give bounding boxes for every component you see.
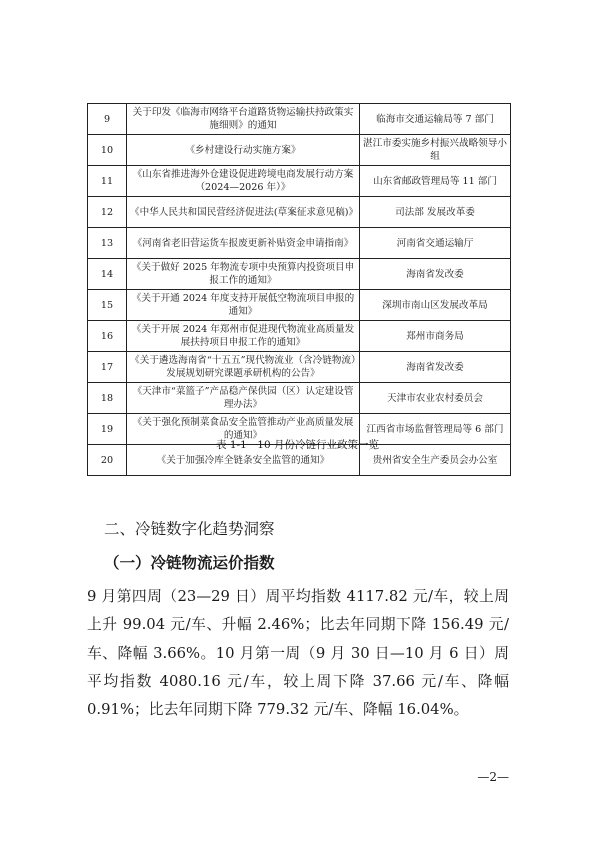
table-row (88, 290, 511, 321)
issuing-department: 天津市农业农村委员会 (360, 383, 511, 414)
table-caption: 表 1-1 10 月份冷链行业政策一览 (216, 439, 379, 451)
policy-title: 《河南省老旧营运货车报废更新补贴资金申请指南》 (127, 228, 360, 259)
row-number: 17 (88, 352, 127, 383)
table-row (88, 135, 511, 166)
body-paragraph: 9 月第四周（23—29 日）周平均指数 4117.82 元/车，较上周上升 99.04 元/车、升幅 2.46%；比去年同期下降 156.49 元/车、降幅 3.66%。10 月第一周（9 月 30 日—10 月 6 日）周平均指数 4080.16 元/车，较上周下降 37.66 元/车、降幅 0.91%；比去年同期下降 779.32 元/车、降幅 16.04%。 (87, 588, 509, 719)
row-number: 14 (88, 259, 127, 290)
table-row (88, 166, 511, 197)
issuing-department: 海南省发改委 (360, 259, 511, 290)
issuing-department: 临海市交通运输局等 7 部门 (360, 104, 511, 135)
issuing-department: 郑州市商务局 (360, 321, 511, 352)
table-row (88, 104, 511, 135)
policy-title: 《关于开通 2024 年度支持开展低空物流项目申报的通知》 (127, 290, 360, 321)
table-row (88, 383, 511, 414)
issuing-department: 司法部 发展改革委 (360, 197, 511, 228)
row-number: 18 (88, 383, 127, 414)
page-number: —2— (477, 770, 509, 784)
issuing-department: 江西省市场监督管理局等 6 部门 (360, 414, 511, 445)
policy-title: 《关于加强冷库全链条安全监管的通知》 (127, 445, 360, 476)
policy-title: 《关于遴选海南省“十五五”现代物流业（含冷链物流）发展规划研究课题承研机构的公告》 (127, 352, 360, 383)
policy-title: 《关于强化预制菜食品安全监管推动产业高质量发展的通知》 (127, 414, 360, 445)
sub-heading: （一）冷链物流运价指数 (104, 554, 275, 572)
row-number: 19 (88, 414, 127, 445)
issuing-department: 山东省邮政管理局等 11 部门 (360, 166, 511, 197)
policy-table (87, 103, 511, 476)
policy-title: 关于印发《临海市网络平台道路货物运输扶持政策实施细则》的通知 (127, 104, 360, 135)
table-row (88, 352, 511, 383)
policy-table-body (88, 104, 511, 476)
table-row (88, 321, 511, 352)
issuing-department: 湛江市委实施乡村振兴战略领导小组 (360, 135, 511, 166)
section-heading: 二、冷链数字化趋势洞察 (104, 520, 275, 538)
policy-title: 《天津市“菜篮子”产品稳产保供园（区）认定建设管理办法》 (127, 383, 360, 414)
issuing-department: 河南省交通运输厅 (360, 228, 511, 259)
row-number: 11 (88, 166, 127, 197)
table-row (88, 197, 511, 228)
row-number: 20 (88, 445, 127, 476)
issuing-department: 深圳市南山区发展改革局 (360, 290, 511, 321)
policy-title: 《山东省推进海外仓建设促进跨境电商发展行动方案（2024—2026 年）》 (127, 166, 360, 197)
row-number: 12 (88, 197, 127, 228)
policy-title: 《中华人民共和国民营经济促进法(草案征求意见稿)》 (127, 197, 360, 228)
policy-title: 《乡村建设行动实施方案》 (127, 135, 360, 166)
table-row (88, 259, 511, 290)
policy-title: 《关于做好 2025 年物流专项中央预算内投资项目申报工作的通知》 (127, 259, 360, 290)
row-number: 9 (88, 104, 127, 135)
table-row (88, 228, 511, 259)
row-number: 10 (88, 135, 127, 166)
policy-title: 《关于开展 2024 年郑州市促进现代物流业高质量发展扶持项目申报工作的通知》 (127, 321, 360, 352)
row-number: 13 (88, 228, 127, 259)
row-number: 15 (88, 290, 127, 321)
issuing-department: 海南省发改委 (360, 352, 511, 383)
issuing-department: 贵州省安全生产委员会办公室 (360, 445, 511, 476)
row-number: 16 (88, 321, 127, 352)
